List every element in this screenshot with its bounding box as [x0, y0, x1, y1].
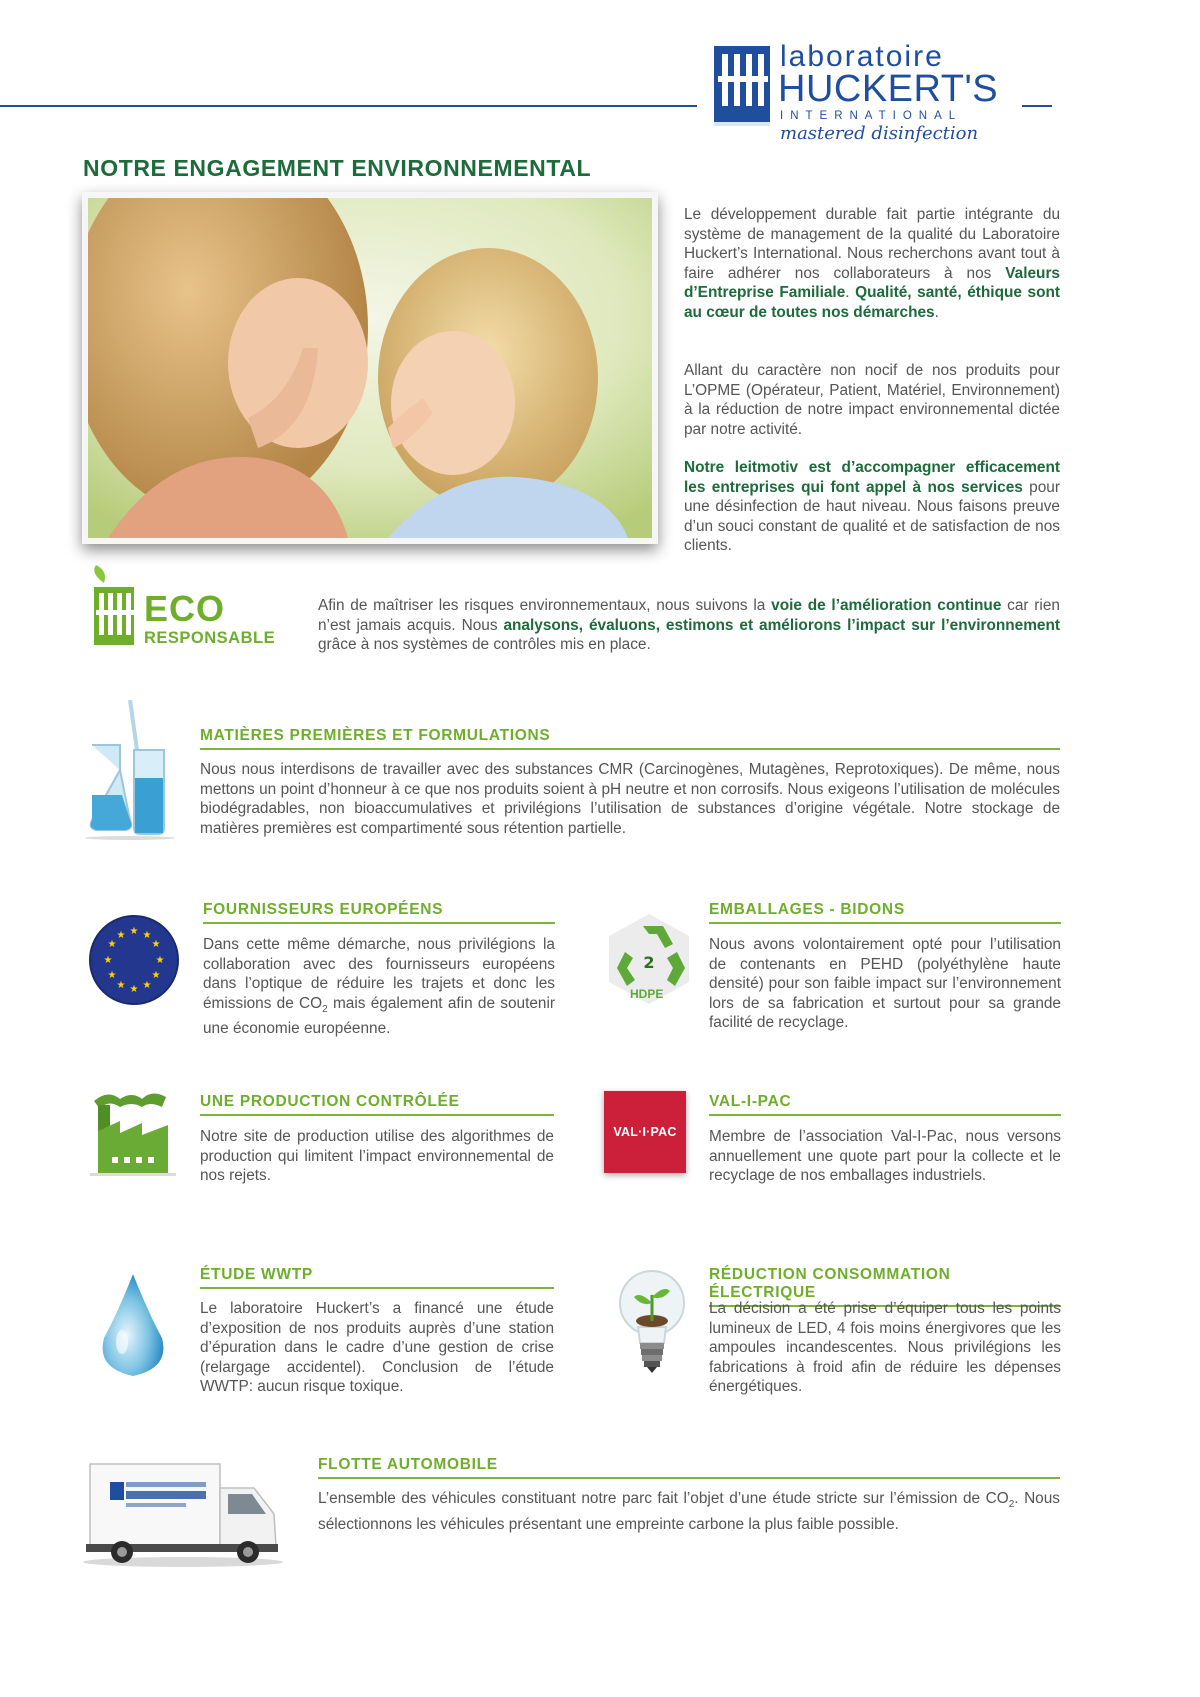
section-text-fournisseurs: Dans cette même démarche, nous privilégions la collaboration avec des fournisseurs européens dans l’optique de réduire les trajets et donc les émissions de $CO_2$ mais également afin de soutenir une économie européenne. — [203, 936, 556, 1038]
eco-highlight-amelioration: voie de l’amélioration continue — [771, 597, 1002, 614]
svg-text:★: ★ — [129, 984, 139, 995]
section-heading-emballages: EMBALLAGES - BIDONS — [709, 901, 1061, 924]
svg-text:★: ★ — [129, 926, 139, 937]
intro-paragraph-3: Notre leitmotiv est d’accompagner efficacement les entreprises qui font appel à nos services pour une désinfection de haut niveau. Nous faisons preuve d’un souci constant de qualité et de satisfaction de nos clients. — [684, 459, 1060, 555]
section-text-matieres: Nous nous interdisons de travailler avec des substances CMR (Carcinogènes, Mutagènes, Reprotoxiques). De même, nous mettons un point d’honneur à ce que nos produits soient à pH neutre et non corrosifs. Nous exigeons l’utilisation de molécules biodégradables, non bioaccumulatives et privilégions l’utilisation de substances d’origine végétale. Notre stockage de matières premières est compartimenté sous rétention partielle. — [200, 761, 1060, 837]
section-text-electrique: La décision a été prise d’équiper tous les points lumineux de LED, 4 fois moins énergivores que les ampoules incandescentes. Nous privilégions les fabrications à froid afin de réduire les dépenses énergétiques. — [709, 1300, 1061, 1396]
section-text-valipac: Membre de l’association Val-I-Pac, nous versons annuellement une quote part pour la collecte et le recyclage de nos emballages industriels. — [709, 1128, 1061, 1185]
lab-flasks-icon — [82, 700, 182, 840]
intro-paragraph-2: Allant du caractère non nocif de nos produits pour L’OPME (Opérateur, Patient, Matériel, Environnement) à la réduction de notre impact environnemental dictée par notre activité. — [684, 362, 1060, 438]
logo-tagline: mastered disinfection — [780, 123, 979, 144]
svg-text:★: ★ — [107, 939, 117, 950]
valipac-logo-text: VAL·I·PAC — [613, 1125, 677, 1139]
svg-text:★: ★ — [116, 930, 126, 941]
section-heading-matieres: MATIÈRES PREMIÈRES ET FORMULATIONS — [200, 727, 1060, 750]
hdpe-number: 2 — [643, 953, 655, 972]
page-title: NOTRE ENGAGEMENT ENVIRONNEMENTAL — [83, 155, 592, 181]
hh-logo-icon — [714, 46, 774, 126]
section-heading-valipac: VAL-I-PAC — [709, 1093, 1061, 1116]
svg-text:★: ★ — [142, 980, 152, 991]
hdpe-label: HDPE — [630, 987, 664, 1001]
svg-text:★: ★ — [155, 955, 165, 966]
section-text-emballages: Nous avons volontairement opté pour l’utilisation de contenants en PEHD (polyéthylène haute densité) pour son faible impact sur l’environnement lors de sa fabrication et surtout pour sa grande facilité de recyclage. — [709, 936, 1061, 1032]
svg-text:★: ★ — [151, 970, 161, 981]
svg-text:★: ★ — [116, 980, 126, 991]
intro-highlight-quality: Qualité, santé, éthique sont au cœur de toutes nos démarches — [684, 284, 1060, 321]
logo-line1: laboratoire — [780, 40, 944, 73]
svg-text:★: ★ — [103, 955, 113, 966]
header-rule-right — [1022, 105, 1052, 107]
water-drop-icon — [98, 1272, 168, 1382]
section-text-flotte: L’ensemble des véhicules constituant notre parc fait l’objet d’une étude stricte sur l’émission de $CO_2$. Nous sélectionnons les véhicules présentant une empreinte carbone la plus faible possible. — [318, 1490, 1060, 1533]
eco-badge-line2: RESPONSABLE — [144, 629, 276, 647]
children-photo — [82, 192, 658, 544]
section-text-production: Notre site de production utilise des algorithmes de production qui limitent l’impact environnemental de nos rejets. — [200, 1128, 554, 1185]
eco-badge-line1: ECO — [144, 588, 226, 629]
section-heading-flotte: FLOTTE AUTOMOBILE — [318, 1456, 1060, 1479]
section-heading-wwtp: ÉTUDE WWTP — [200, 1266, 554, 1289]
eco-responsable-badge — [88, 565, 288, 655]
intro-paragraph-1: Le développement durable fait partie intégrante du système de management de la qualité du Laboratoire Huckert’s International. Nous recherchons avant tout à faire adhérer nos collaborateurs à nos Valeurs d’Entreprise Familiale. Qualité, santé, éthique sont au cœur de toutes nos démarches. — [684, 206, 1060, 321]
eco-highlight-analyse: analysons, évaluons, estimons et améliorons l’impact sur l’environnement — [503, 616, 1060, 634]
svg-text:★: ★ — [151, 939, 161, 950]
light-bulb-plant-icon — [612, 1267, 692, 1382]
header-rule-left — [0, 105, 697, 107]
svg-text:★: ★ — [142, 930, 152, 941]
eu-flag-icon — [88, 914, 180, 1006]
svg-text:★: ★ — [107, 970, 117, 981]
section-heading-production: UNE PRODUCTION CONTRÔLÉE — [200, 1093, 554, 1116]
delivery-truck-icon — [78, 1454, 288, 1569]
section-text-wwtp: Le laboratoire Huckert’s a financé une étude d’exposition de nos produits auprès d’une station d’épuration dans le cadre d’une gestion de crise (relargage accidentel). Conclusion de l’étude WWTP: aucun risque toxique. — [200, 1300, 554, 1396]
valipac-logo — [604, 1091, 686, 1173]
section-heading-fournisseurs: FOURNISSEURS EUROPÉENS — [203, 901, 555, 924]
logo-line3: INTERNATIONAL — [780, 110, 963, 122]
company-logo — [712, 40, 1012, 150]
eco-leaf-logo-icon — [88, 565, 140, 651]
section-heading-electrique: RÉDUCTION CONSOMMATION ÉLECTRIQUE — [709, 1266, 1061, 1307]
green-factory-icon — [90, 1085, 176, 1181]
intro-highlight-values: Valeurs d’Entreprise Familiale — [684, 264, 1060, 302]
intro-highlight-leitmotiv: Notre leitmotiv est d’accompagner efficacement les entreprises qui font appel à nos services — [684, 459, 1060, 496]
eco-paragraph: Afin de maîtriser les risques environnementaux, nous suivons la voie de l’amélioration continue car rien n’est jamais acquis. Nous analysons, évaluons, estimons et améliorons l’impact sur l’environnement grâce à nos systèmes de contrôles mis en place. — [318, 597, 1060, 654]
logo-line2: HUCKERT'S — [778, 68, 999, 110]
